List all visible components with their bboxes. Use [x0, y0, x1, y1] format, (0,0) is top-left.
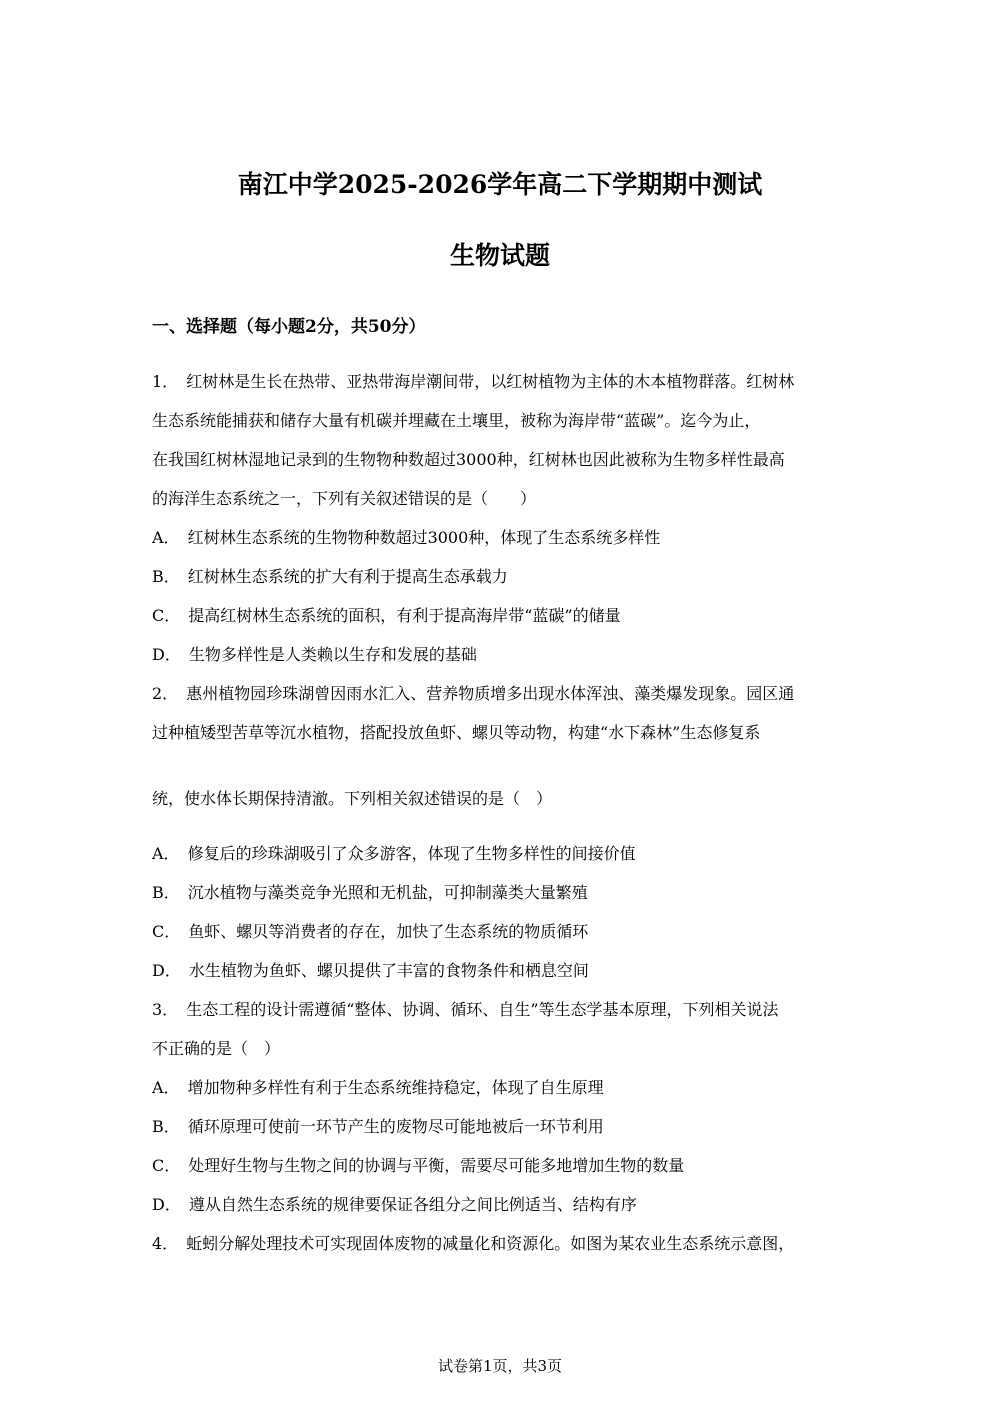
answer-option	[152, 604, 621, 628]
option-text: 水生植物为鱼虾、螺贝提供了丰富的食物条件和栖息空间	[188, 961, 589, 980]
option-label: B．	[152, 1117, 180, 1136]
question-stem-line: 生态系统能捕获和储存大量有机碳并埋藏在土壤里，被称为海岸带“蓝碳”。迄今为止，	[152, 411, 761, 430]
answer-option	[152, 842, 636, 866]
answer-option	[152, 1115, 604, 1139]
question-stem-line: 不正确的是（ ）	[152, 1039, 281, 1058]
option-text: 生物多样性是人类赖以生存和发展的基础	[188, 645, 477, 664]
answer-option	[152, 643, 477, 667]
option-label: D．	[152, 645, 181, 664]
option-text: 红树林生态系统的扩大有利于提高生态承载力	[187, 567, 508, 586]
option-text: 鱼虾、螺贝等消费者的存在，加快了生态系统的物质循环	[188, 922, 589, 941]
answer-option	[152, 565, 508, 589]
option-text: 修复后的珍珠湖吸引了众多游客，体现了生物多样性的间接价值	[187, 844, 636, 863]
question-stem-line: 在我国红树林湿地记录到的生物物种数超过3000种，红树林也因此被称为生物多样性最高	[152, 450, 785, 469]
document-subtitle: 生物试题	[449, 241, 550, 270]
option-text: 处理好生物与生物之间的协调与平衡，需要尽可能多地增加生物的数量	[188, 1156, 685, 1175]
section-heading: 一、选择题（每小题2分，共50分）	[152, 317, 426, 337]
option-label: A．	[152, 528, 180, 547]
question-stem-line: 过种植矮型苦草等沉水植物，搭配投放鱼虾、螺贝等动物，构建“水下森林”生态修复系	[152, 723, 761, 742]
option-label: B．	[152, 883, 180, 902]
option-text: 遵从自然生态系统的规律要保证各组分之间比例适当、结构有序	[188, 1195, 637, 1214]
page-footer: 试卷第1页，共3页	[437, 1357, 563, 1375]
question-stem-line: 4． 蚯蚓分解处理技术可实现固体废物的减量化和资源化。如图为某农业生态系统示意图，	[152, 1234, 795, 1253]
question-number: 2．	[152, 684, 179, 703]
option-label: B．	[152, 567, 180, 586]
question-stem-line: 2． 惠州植物园珍珠湖曾因雨水汇入、营养物质增多出现水体浑浊、藻类爆发现象。园区通	[152, 684, 795, 703]
question-number: 3．	[152, 1000, 179, 1019]
answer-option	[152, 920, 588, 944]
option-label: C．	[152, 1156, 181, 1175]
option-text: 沉水植物与藻类竞争光照和无机盐，可抑制藻类大量繁殖	[187, 883, 588, 902]
question-stem-line: 统，使水体长期保持清澈。下列相关叙述错误的是（ ）	[152, 789, 553, 808]
option-label: C．	[152, 606, 181, 625]
question-number: 4．	[152, 1234, 179, 1253]
answer-option	[152, 1193, 637, 1217]
option-label: A．	[152, 844, 180, 863]
option-text: 红树林生态系统的生物物种数超过3000种，体现了生态系统多样性	[187, 528, 661, 547]
answer-option	[152, 959, 589, 983]
answer-option	[152, 526, 660, 550]
option-label: D．	[152, 961, 181, 980]
answer-option	[152, 881, 588, 905]
answer-option	[152, 1154, 684, 1178]
question-stem-line: 3． 生态工程的设计需遵循“整体、协调、循环、自生”等生态学基本原理，下列相关说法	[152, 1000, 779, 1019]
option-label: D．	[152, 1195, 181, 1214]
question-stem-line: 的海洋生态系统之一，下列有关叙述错误的是（ ）	[152, 489, 537, 508]
option-text: 提高红树林生态系统的面积，有利于提高海岸带“蓝碳”的储量	[188, 606, 621, 625]
option-text: 增加物种多样性有利于生态系统维持稳定，体现了自生原理	[187, 1078, 604, 1097]
option-label: C．	[152, 922, 181, 941]
option-text: 循环原理可使前一环节产生的废物尽可能地被后一环节利用	[187, 1117, 604, 1136]
option-label: A．	[152, 1078, 180, 1097]
question-stem-line: 1． 红树林是生长在热带、亚热带海岸潮间带，以红树植物为主体的木本植物群落。红树林	[152, 372, 795, 391]
document-title: 南江中学2025-2026学年高二下学期期中测试	[237, 170, 763, 199]
question-number: 1．	[152, 372, 179, 391]
answer-option	[152, 1076, 604, 1100]
